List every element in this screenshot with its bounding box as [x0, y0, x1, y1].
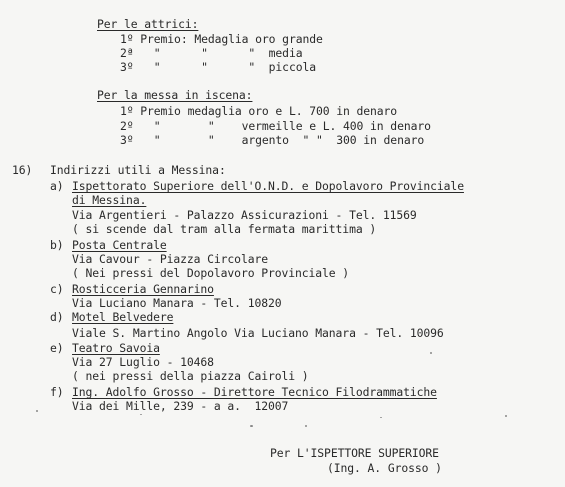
- scan-speck: [36, 410, 38, 412]
- signature-title: Per L'ISPETTORE SUPERIORE: [270, 446, 439, 460]
- address-a-letter: a): [50, 179, 64, 193]
- attrici-heading: Per le attrici:: [97, 17, 199, 31]
- attrici-prize-1: 1º Premio: Medaglia oro grande: [120, 32, 323, 46]
- address-b-letter: b): [50, 238, 64, 252]
- address-a-detail-2: ( si scende dal tram alla fermata marittima ): [72, 222, 377, 236]
- address-d-detail-1: Viale S. Martino Angolo Via Luciano Manara - Tel. 10096: [72, 326, 444, 340]
- scan-speck: [305, 425, 307, 427]
- address-b-detail-1: Via Cavour - Piazza Circolare: [72, 252, 268, 266]
- signature-name: (Ing. A. Grosso ): [327, 461, 442, 475]
- address-e-detail-1: Via 27 Luglio - 10468: [72, 355, 214, 369]
- attrici-prize-3: 3º " " " piccola: [120, 60, 316, 74]
- scan-speck: [430, 352, 432, 354]
- messa-prize-3: 3º " " argento " " 300 in denaro: [120, 133, 425, 147]
- messa-prize-2: 2º " " vermeille e L. 400 in denaro: [120, 119, 431, 133]
- address-a-name-cont: di Messina.: [72, 193, 147, 207]
- address-d-letter: d): [50, 310, 64, 324]
- address-e-letter: e): [50, 341, 64, 355]
- attrici-prize-2: 2ª " " " media: [120, 46, 303, 60]
- scan-speck: [250, 425, 253, 427]
- scan-speck: [380, 417, 382, 418]
- scan-speck: [140, 414, 142, 415]
- address-f-name: Ing. Adolfo Grosso - Direttore Tecnico Filodrammatiche: [72, 385, 437, 399]
- section-title: Indirizzi utili a Messina:: [50, 163, 226, 177]
- section-number: 16): [12, 163, 33, 177]
- address-c-detail-1: Via Luciano Manara - Tel. 10820: [72, 296, 282, 310]
- address-c-name: Rosticceria Gennarino: [72, 282, 214, 296]
- address-d-name: Motel Belvedere: [72, 310, 174, 324]
- address-e-name: Teatro Savoia: [72, 341, 160, 355]
- address-a-name: Ispettorato Superiore dell'O.N.D. e Dopolavoro Provinciale: [72, 179, 464, 193]
- address-e-detail-2: ( nei pressi della piazza Cairoli ): [72, 369, 309, 383]
- scan-speck: [505, 415, 507, 417]
- address-f-letter: f): [50, 385, 64, 399]
- address-f-detail-1: Via dei Mille, 239 - a a. 12007: [72, 399, 289, 413]
- address-b-name: Posta Centrale: [72, 238, 167, 252]
- address-b-detail-2: ( Nei pressi del Dopolavoro Provinciale ): [72, 266, 350, 280]
- messa-prize-1: 1º Premio medaglia oro e L. 700 in denaro: [120, 104, 398, 118]
- messa-heading: Per la messa in iscena:: [97, 88, 253, 102]
- address-c-letter: c): [50, 282, 64, 296]
- address-a-detail-1: Via Argentieri - Palazzo Assicurazioni - Tel. 11569: [72, 208, 417, 222]
